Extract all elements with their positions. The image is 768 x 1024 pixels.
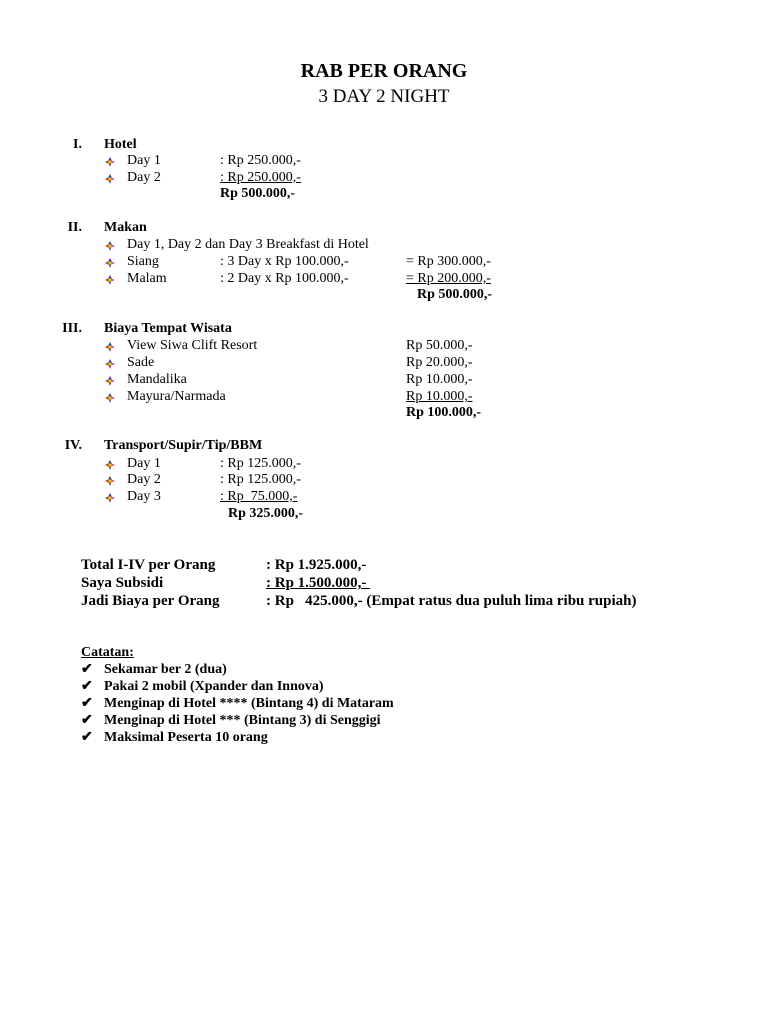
item-detail: : Rp 250.000,-: [220, 153, 301, 168]
item-label: Day 1, Day 2 dan Day 3 Breakfast di Hotel: [127, 237, 369, 252]
notes-heading: Catatan:: [81, 645, 134, 660]
item-amount: = Rp 200.000,-: [406, 271, 491, 286]
item-detail: : 2 Day x Rp 100.000,-: [220, 271, 349, 286]
section-heading: Transport/Supir/Tip/BBM: [104, 438, 263, 453]
item-detail: : 3 Day x Rp 100.000,-: [220, 254, 349, 269]
item-amount: = Rp 300.000,-: [406, 254, 491, 269]
section-number: IV.: [64, 438, 82, 453]
item-amount: Rp 20.000,-: [406, 355, 473, 370]
total-label: Saya Subsidi: [81, 575, 164, 591]
page-title: RAB PER ORANG: [300, 60, 468, 82]
item-label: Mandalika: [127, 372, 187, 387]
arrow-bullet-icon: [104, 173, 116, 185]
checkmark-icon: ✔: [81, 662, 93, 677]
arrow-bullet-icon: [104, 240, 116, 252]
section-number: I.: [73, 137, 82, 152]
item-detail: : Rp 250.000,-: [220, 170, 301, 185]
item-label: Day 3: [127, 489, 161, 504]
arrow-bullet-icon: [104, 392, 116, 404]
checkmark-icon: ✔: [81, 713, 93, 728]
total-label: Total I-IV per Orang: [81, 557, 216, 573]
item-detail: : Rp 125.000,-: [220, 472, 301, 487]
item-label: View Siwa Clift Resort: [127, 338, 258, 353]
section-subtotal: Rp 100.000,-: [406, 405, 482, 420]
section-subtotal: Rp 500.000,-: [220, 186, 296, 201]
section-heading: Makan: [104, 220, 147, 235]
item-label: Day 2: [127, 472, 161, 487]
item-label: Siang: [127, 254, 159, 269]
total-label: Jadi Biaya per Orang: [81, 593, 220, 609]
arrow-bullet-icon: [104, 341, 116, 353]
section-number: II.: [67, 220, 82, 235]
item-detail: : Rp 125.000,-: [220, 456, 301, 471]
note-item: Sekamar ber 2 (dua): [104, 662, 227, 677]
section-heading: Hotel: [104, 137, 137, 152]
arrow-bullet-icon: [104, 375, 116, 387]
arrow-bullet-icon: [104, 274, 116, 286]
note-item: Maksimal Peserta 10 orang: [104, 730, 268, 745]
total-value: : Rp 425.000,- (Empat ratus dua puluh lima ribu rupiah): [266, 593, 637, 609]
arrow-bullet-icon: [104, 475, 116, 487]
item-label: Malam: [127, 271, 167, 286]
section-subtotal: Rp 500.000,-: [417, 287, 493, 302]
item-label: Day 1: [127, 456, 161, 471]
note-item: Menginap di Hotel *** (Bintang 3) di Senggigi: [104, 713, 381, 728]
page-subtitle: 3 DAY 2 NIGHT: [318, 86, 450, 107]
item-amount: Rp 10.000,-: [406, 389, 473, 404]
total-value: : Rp 1.500.000,-: [266, 575, 371, 591]
checkmark-icon: ✔: [81, 730, 93, 745]
item-label: Mayura/Narmada: [127, 389, 226, 404]
item-amount: Rp 50.000,-: [406, 338, 473, 353]
item-detail: : Rp 75.000,-: [220, 489, 298, 504]
note-item: Pakai 2 mobil (Xpander dan Innova): [104, 679, 324, 694]
item-label: Day 2: [127, 170, 161, 185]
arrow-bullet-icon: [104, 492, 116, 504]
arrow-bullet-icon: [104, 459, 116, 471]
arrow-bullet-icon: [104, 257, 116, 269]
item-label: Day 1: [127, 153, 161, 168]
arrow-bullet-icon: [104, 358, 116, 370]
item-amount: Rp 10.000,-: [406, 372, 473, 387]
arrow-bullet-icon: [104, 156, 116, 168]
checkmark-icon: ✔: [81, 696, 93, 711]
checkmark-icon: ✔: [81, 679, 93, 694]
section-number: III.: [62, 321, 82, 336]
note-item: Menginap di Hotel **** (Bintang 4) di Mataram: [104, 696, 394, 711]
item-label: Sade: [127, 355, 155, 370]
section-heading: Biaya Tempat Wisata: [104, 321, 232, 336]
total-value: : Rp 1.925.000,-: [266, 557, 367, 573]
section-subtotal: Rp 325.000,-: [228, 506, 304, 521]
